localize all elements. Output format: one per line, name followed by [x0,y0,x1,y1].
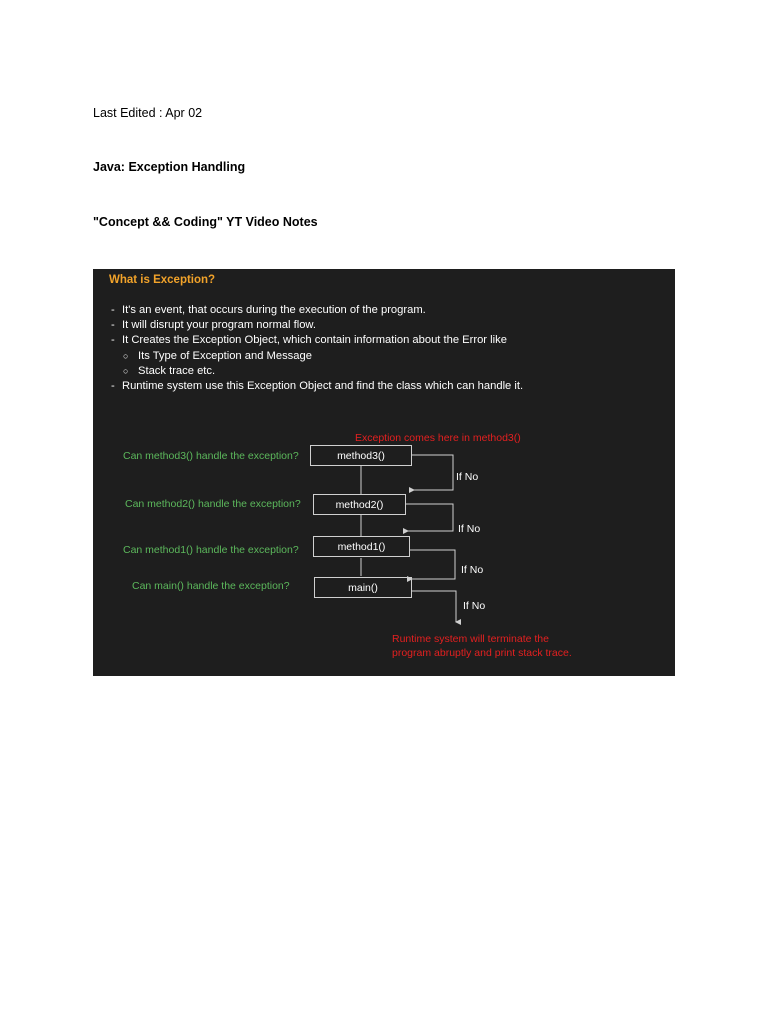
if-no-label: If No [456,471,479,483]
if-no-arrow [412,591,456,622]
question-method2: Can method2() handle the exception? [125,498,301,510]
if-no-arrow [406,504,453,531]
sub-bullet-item: ○ Stack trace etc. [123,364,216,377]
exception-slide-image [93,269,675,676]
method3-box: method3() [310,445,412,466]
bullet-item: - It's an event, that occurs during the execution of the program. [111,304,426,316]
slide-title: What is Exception? [109,274,216,286]
termination-note: Runtime system will terminate the program abruptly and print stack trace. [392,633,572,659]
question-method1: Can method1() handle the exception? [123,544,299,556]
exception-origin-note: Exception comes here in method3() [355,432,521,444]
method1-box: method1() [313,536,410,557]
question-main: Can main() handle the exception? [132,580,290,592]
diagram-connectors [93,269,675,676]
method2-box: method2() [313,494,406,515]
question-method3: Can method3() handle the exception? [123,450,299,462]
document-title: Java: Exception Handling [93,160,246,174]
if-no-arrow [410,550,455,579]
if-no-label: If No [463,600,486,612]
if-no-label: If No [458,523,481,535]
document-subtitle: "Concept && Coding" YT Video Notes [93,215,318,229]
main-box: main() [314,577,412,598]
bullet-item: - It Creates the Exception Object, which contain information about the Error like [111,334,507,347]
if-no-label: If No [461,564,484,576]
bullet-item: - Runtime system use this Exception Object and find the class which can handle it. [111,380,524,393]
if-no-arrow [412,455,453,490]
bullet-item: - It will disrupt your program normal flow. [111,319,316,332]
sub-bullet-item: ○ Its Type of Exception and Message [123,349,312,362]
last-edited-text: Last Edited : Apr 02 [93,106,203,120]
